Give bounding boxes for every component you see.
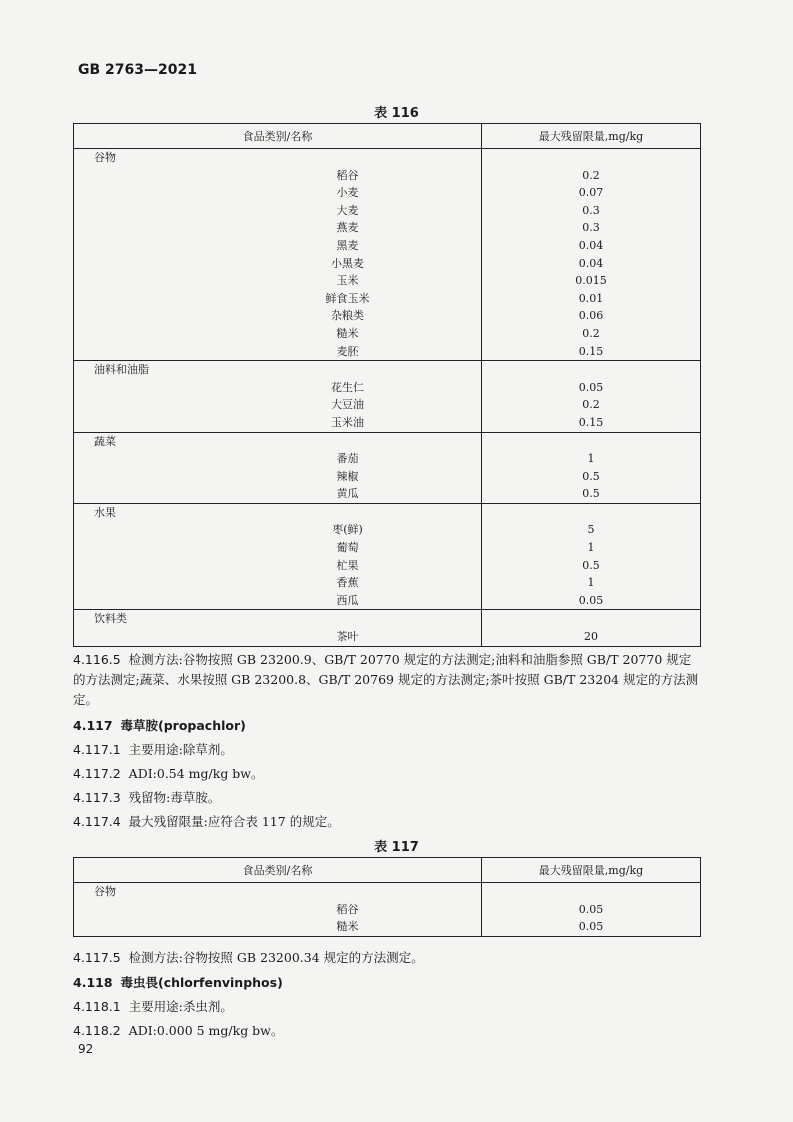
paragraph-4-117-5 <box>73 948 701 968</box>
clause-number: 4.118.1 <box>73 999 121 1014</box>
group-value-empty <box>482 149 701 167</box>
group-value-empty <box>482 883 701 901</box>
table-group-row <box>74 361 701 379</box>
table-117-header-limit: 最大残留限量,mg/kg <box>482 858 701 883</box>
table-row <box>74 290 701 308</box>
table-group-row <box>74 883 701 901</box>
food-name: 杧果 <box>74 557 482 575</box>
clause-number: 4.118.2 <box>73 1023 121 1038</box>
mrl-value: 0.15 <box>578 344 604 358</box>
clause-4-117-1 <box>73 740 701 760</box>
table-row <box>74 379 701 397</box>
section-title: 毒虫畏(chlorfenvinphos) <box>120 975 283 990</box>
clause-text: 主要用途:除草剂。 <box>128 742 233 757</box>
mrl-value: 5 <box>587 523 595 537</box>
table-row <box>74 255 701 273</box>
table-row <box>74 450 701 468</box>
food-name: 西瓜 <box>74 592 482 610</box>
mrl-value: 1 <box>587 452 595 466</box>
table-group-row <box>74 149 701 167</box>
mrl-value: 1 <box>587 576 595 590</box>
food-name: 小麦 <box>74 184 482 202</box>
table-group-row <box>74 503 701 521</box>
mrl-value: 0.2 <box>582 398 600 412</box>
mrl-value: 0.2 <box>582 326 600 340</box>
food-name: 麦胚 <box>74 343 482 361</box>
food-name: 香蕉 <box>74 574 482 592</box>
table-row <box>74 485 701 503</box>
food-name: 大麦 <box>74 202 482 220</box>
document-header: GB 2763—2021 <box>78 62 197 78</box>
food-name: 稻谷 <box>74 167 482 185</box>
group-name: 谷物 <box>74 883 482 901</box>
food-name: 茶叶 <box>74 628 482 646</box>
table-row <box>74 414 701 432</box>
table-row <box>74 343 701 361</box>
food-name: 大豆油 <box>74 396 482 414</box>
food-name: 花生仁 <box>74 379 482 397</box>
clause-text: 残留物:毒草胺。 <box>128 790 221 805</box>
mrl-value: 0.04 <box>578 256 604 270</box>
table-row <box>74 184 701 202</box>
clause-text: 主要用途:杀虫剂。 <box>128 999 233 1014</box>
clause-text: 最大残留限量:应符合表 117 的规定。 <box>128 814 340 829</box>
clause-4-117-3 <box>73 788 701 808</box>
table-row <box>74 237 701 255</box>
section-4-117 <box>73 716 701 736</box>
mrl-value: 0.5 <box>582 469 600 483</box>
table-117-header-category: 食品类别/名称 <box>74 858 482 883</box>
table-row <box>74 574 701 592</box>
mrl-value: 0.5 <box>582 558 600 572</box>
table-row <box>74 307 701 325</box>
mrl-value: 0.01 <box>578 291 604 305</box>
group-name: 饮料类 <box>74 610 482 628</box>
food-name: 黑麦 <box>74 237 482 255</box>
paragraph-4-116-5 <box>73 650 701 710</box>
table-116-header-limit: 最大残留限量,mg/kg <box>482 124 701 149</box>
clause-text: 检测方法:谷物按照 GB 23200.9、GB/T 20770 规定的方法测定;油料和油脂参照 GB/T 20770 规定的方法测定;蔬菜、水果按照 GB 23200.8、GB/T 20769 规定的方法测定;茶叶按照 GB/T 23204 规定的方法测定。 <box>73 652 699 707</box>
food-name: 番茄 <box>74 450 482 468</box>
mrl-value: 0.07 <box>578 186 604 200</box>
table-group-row <box>74 610 701 628</box>
mrl-value: 0.15 <box>578 415 604 429</box>
mrl-value: 0.04 <box>578 238 604 252</box>
table-row <box>74 202 701 220</box>
mrl-value: 0.5 <box>582 487 600 501</box>
table-116-header-category: 食品类别/名称 <box>74 124 482 149</box>
mrl-value: 20 <box>584 630 598 644</box>
table-row <box>74 557 701 575</box>
section-number: 4.118 <box>73 975 113 990</box>
table-row <box>74 592 701 610</box>
clause-4-118-2 <box>73 1021 701 1041</box>
table-row <box>74 918 701 936</box>
mrl-value: 0.06 <box>578 309 604 323</box>
section-number: 4.117 <box>73 718 113 733</box>
group-name: 蔬菜 <box>74 432 482 450</box>
group-name: 水果 <box>74 503 482 521</box>
table-row <box>74 539 701 557</box>
table-row <box>74 219 701 237</box>
table-row <box>74 396 701 414</box>
group-value-empty <box>482 432 701 450</box>
food-name: 鲜食玉米 <box>74 290 482 308</box>
table-row <box>74 521 701 539</box>
table-row <box>74 167 701 185</box>
clause-text: ADI:0.54 mg/kg bw。 <box>128 766 264 781</box>
mrl-value: 0.3 <box>582 203 600 217</box>
food-name: 稻谷 <box>74 901 482 919</box>
mrl-value: 0.3 <box>582 221 600 235</box>
clause-4-117-2 <box>73 764 701 784</box>
food-name: 杂粮类 <box>74 307 482 325</box>
food-name: 玉米 <box>74 272 482 290</box>
group-value-empty <box>482 361 701 379</box>
table-116-caption: 表 116 <box>374 106 419 121</box>
table-row <box>74 468 701 486</box>
mrl-value: 0.05 <box>578 920 604 934</box>
food-name: 黄瓜 <box>74 485 482 503</box>
table-116 <box>73 123 701 647</box>
table-row <box>74 325 701 343</box>
clause-number: 4.116.5 <box>73 652 121 667</box>
clause-4-117-4 <box>73 812 701 832</box>
group-value-empty <box>482 610 701 628</box>
section-title: 毒草胺(propachlor) <box>120 718 246 733</box>
mrl-value: 1 <box>587 541 595 555</box>
clause-number: 4.117.5 <box>73 950 121 965</box>
clause-number: 4.117.2 <box>73 766 121 781</box>
table-group-row <box>74 432 701 450</box>
group-value-empty <box>482 503 701 521</box>
table-row <box>74 628 701 646</box>
clause-text: ADI:0.000 5 mg/kg bw。 <box>128 1023 284 1038</box>
food-name: 辣椒 <box>74 468 482 486</box>
clause-4-118-1 <box>73 997 701 1017</box>
mrl-value: 0.015 <box>575 274 607 288</box>
food-name: 枣(鲜) <box>74 521 482 539</box>
section-4-118 <box>73 973 701 993</box>
food-name: 小黑麦 <box>74 255 482 273</box>
table-117-caption: 表 117 <box>374 840 419 855</box>
mrl-value: 0.2 <box>582 168 600 182</box>
mrl-value: 0.05 <box>578 593 604 607</box>
mrl-value: 0.05 <box>578 902 604 916</box>
table-row <box>74 272 701 290</box>
food-name: 燕麦 <box>74 219 482 237</box>
page-number: 92 <box>78 1042 94 1056</box>
food-name: 玉米油 <box>74 414 482 432</box>
food-name: 糙米 <box>74 918 482 936</box>
clause-number: 4.117.4 <box>73 814 121 829</box>
group-name: 油料和油脂 <box>74 361 482 379</box>
clause-number: 4.117.1 <box>73 742 121 757</box>
table-row <box>74 901 701 919</box>
food-name: 糙米 <box>74 325 482 343</box>
mrl-value: 0.05 <box>578 380 604 394</box>
clause-text: 检测方法:谷物按照 GB 23200.34 规定的方法测定。 <box>128 950 424 965</box>
table-117 <box>73 857 701 937</box>
clause-number: 4.117.3 <box>73 790 121 805</box>
food-name: 葡萄 <box>74 539 482 557</box>
group-name: 谷物 <box>74 149 482 167</box>
